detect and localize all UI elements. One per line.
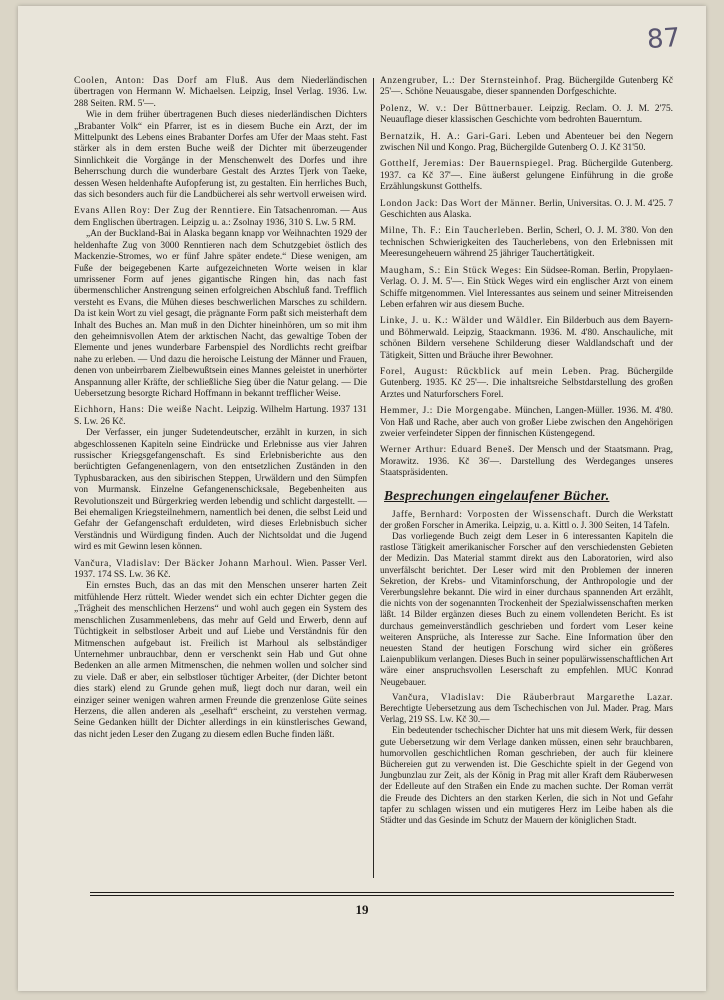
footer-rule-top	[90, 892, 674, 893]
page-number: 19	[355, 902, 369, 917]
entry-publication-info: Ein Tatsachenroman. — Aus dem Englischen übertragen. Leipzig u. a.: Zsolnay 1936, 310 S. Lw. 5 RM.	[74, 206, 367, 228]
entry-author-title: Werner Arthur: Eduard Beneš.	[380, 445, 516, 456]
book-entry	[380, 226, 673, 260]
right-column-entries	[380, 76, 673, 480]
entry-author-title: London Jack: Das Wort der Männer.	[380, 198, 537, 209]
entry-author-title: Linke, J. u. K.: Wälder und Wäldler.	[380, 316, 544, 327]
entry-heading-paragraph	[380, 76, 673, 99]
entry-heading-paragraph	[74, 559, 367, 582]
entry-publication-info: München, Langen-Müller. 1936. M. 4'80. Von Haß und Rache, aber auch von großer Liebe zwischen den Angehörigen zweier verfeindeter Sippen der finnischen Küstengegend.	[380, 406, 673, 439]
entry-publication-info: Leipzig. Wilhelm Hartung. 1937 131 S. Lw. 26 Kč.	[74, 405, 367, 427]
book-entry	[380, 159, 673, 193]
entry-body-paragraph: Das vorliegende Buch zeigt dem Leser in 6 interessanten Kapiteln die rastlose Tätigkeit amerikanischer Forscher auf den verschiedensten Gebieten der Medizin. Das Material stammt direkt aus den Laboratorien, wird also unverfälscht berichtet. Der Leser wird mit den Problemen der inneren Sekretion, der Krebs- und Vitaminforschung, der Anthropologie und der Vererbungslehre bekannt. Die wird in einer durchaus spannenden Art erzählt, die nichts von der sogenannten Trockenheit der Spezialwissenschaften merken läßt. 14 Bilder ergänzen dieses Buch zu einem vollendeten Bericht. Es ist durchaus gemeinverständlich geschrieben und fordert vom Leser keine weiteren Ansprüche, als Interesse zur Sache. Eine Information über den neuesten Stand der heutigen Forschung wird sicher ein größeres Laienpublikum verlangen. Dieses Buch in seiner populärwissenschaftlichen Art wäre einer anspruchsvollen Leserschaft zu empfehlen. MUC Konrad Neugebauer.	[380, 531, 673, 687]
book-entry	[380, 316, 673, 362]
entry-publication-info: Leben und Abenteuer bei den Negern zwischen Nil und Kongo. Prag, Büchergilde Gutenberg O. J. Kč 31'50.	[380, 131, 673, 154]
entry-author-title: Eichhorn, Hans: Die weiße Nacht.	[74, 405, 224, 416]
book-entry	[380, 199, 673, 222]
entry-heading-paragraph	[74, 206, 367, 229]
entry-publication-info: Prag. Büchergilde Gutenberg Kč 25'—. Schöne Neuausgabe, dieser spannenden Dorfgeschichte.	[380, 76, 673, 98]
entry-publication-info: Berlin, Universitas. O. J. M. 4'25. 7 Geschichten aus Alaska.	[380, 198, 673, 221]
entry-author-title: Polenz, W. v.: Der Büttnerbauer.	[380, 103, 534, 114]
book-entry	[74, 206, 367, 400]
entry-publication-info: Berlin, Scherl, O. J. M. 3'80. Von den technischen Schwierigkeiten des Taucherlebens, von den Erlebnissen mit Meeresungeheuern während 25 jähriger Tauchertätigkeit.	[380, 226, 673, 260]
entry-publication-info: Der Mensch und der Staatsmann. Prag, Morawitz. 1936. Kč 36'—. Darstellung des Werdeganges unseres Staatspräsidenten.	[380, 445, 673, 479]
column-divider	[373, 78, 374, 878]
entry-heading-paragraph	[74, 76, 367, 110]
handwritten-page-number: 87	[645, 22, 682, 56]
entry-author-title: Gotthelf, Jeremias: Der Bauernspiegel.	[380, 159, 554, 170]
entry-author-title: Forel, August: Rückblick auf mein Leben.	[380, 366, 592, 377]
entry-heading-paragraph	[380, 445, 673, 479]
entry-heading-paragraph	[380, 509, 673, 531]
entry-publication-info: Leipzig. Reclam. O. J. M. 2'75. Neuauflage dieser klassischen Geschichte vom bedrohten Bauerntum.	[380, 103, 673, 126]
footer-rule-bottom	[90, 895, 674, 896]
entry-publication-info: Wien. Passer Verl. 1937. 174 SS. Lw. 36 Kč.	[74, 558, 367, 581]
entry-heading-paragraph	[380, 367, 673, 401]
entry-author-title: Vančura, Vladislav: Die Räuberbraut Margarethe Lazar.	[392, 691, 673, 702]
entry-publication-info: Berechtigte Uebersetzung aus dem Tschechischen von Jul. Mader. Prag. Mars Verlag, 219 SS. Lw. Kč 30.—	[380, 703, 673, 725]
book-entry	[380, 445, 673, 479]
entry-heading-paragraph	[380, 199, 673, 222]
entry-body-paragraph: Ein bedeutender tschechischer Dichter hat uns mit diesem Werk, für dessen gute Uebersetzung wir dem Verlage danken müssen, einen sehr brauchbaren, humorvollen geschichtlichen Roman geschrieben, der auch für kleinere Büchereien gut zu verwenden ist. Die Geschichte spielt in der Gegend von Jungbunzlau zur Zeit, als der König in Prag mit aller Kraft dem Räuberwesen der Edelleute auf den Straßen ein Ende zu machen suchte. Der Roman verrät die Freude des Dichters an den starken Kerlen, die sich in Not und Gefahr tapfer zu schlagen wissen und ein mutigeres Herz im Leibe haben als die Städter und das Gesinde im Schutz der Mauern der königlichen Stadt.	[380, 725, 673, 826]
book-entry	[380, 132, 673, 155]
document-page	[18, 6, 706, 991]
entry-author-title: Jaffe, Bernhard: Vorposten der Wissenschaft.	[392, 508, 592, 519]
review-entry	[380, 509, 673, 688]
entry-body-paragraph: Der Verfasser, ein junger Sudetendeutscher, erzählt in kurzen, in sich abgeschlossenen Kapiteln seine Eindrücke und Erlebnisse aus vier Jahren russischer Kriegsgefangenschaft. Es sind Erlebnisberichte aus den berüchtigten Gefangenenlagern, von den entsetzlichen Zuständen in den Typhusbaracken, aus den sibirischen Steppen, Urwäldern und den Sümpfen von Murmansk. Einzelne Gefangenenschicksale, Begebenheiten aus Revolutionszeit und Bürgerkrieg werden lebendig und schlicht dargestellt. — Bei ehemaligen Kriegsteilnehmern, namentlich bei denen, die selbst Leid und Gefahr der Gefangenschaft erduldeten, wird dieses Erlebnisbuch sicher Verständnis und Würdigung finden. Auch der Nichtsoldat und die Jugend wird es mit Gewinn lesen können.	[74, 428, 367, 553]
entry-publication-info: Aus dem Niederländischen übertragen von Hermann W. Michaelsen. Leipzig, Insel Verlag. 1936. Lw. 288 Seiten. RM. 5'—.	[74, 76, 367, 109]
entry-author-title: Maugham, S.: Ein Stück Weges:	[380, 265, 522, 276]
book-entry	[74, 559, 367, 742]
entry-publication-info: Prag. Büchergilde Gutenberg. 1935. Kč 25'—. Die inhaltsreiche Selbstdarstellung des großen Arztes und Naturforschers Forel.	[380, 366, 673, 400]
book-entry	[74, 76, 367, 201]
book-entry	[380, 406, 673, 440]
entry-heading-paragraph	[74, 405, 367, 428]
two-column-body	[74, 76, 694, 882]
entry-publication-info: Ein Bilderbuch aus dem Bayern- und Böhmerwald. Leipzig, Staackmann. 1936. M. 4'80. Anschauliche, mit schönen Bildern versehene Schilderung dieser Waldlandschaft und der Tätigkeit, Sitten und Bräuche ihrer Bewohner.	[380, 316, 673, 361]
entry-publication-info: Durch die Werkstatt der großen Forscher in Amerika. Leipzig, u. a. Kittl o. J. 300 Seiten, 14 Tafeln.	[380, 508, 673, 530]
reviews-list	[380, 509, 673, 827]
book-entry	[74, 405, 367, 553]
entry-heading-paragraph	[380, 226, 673, 260]
entry-heading-paragraph	[380, 132, 673, 155]
section-title: Besprechungen eingelaufener Bücher.	[384, 487, 610, 503]
entry-publication-info: Prag. Büchergilde Gutenberg. 1937. ca Kč 37'—. Eine äußerst gelungene Einführung in die große Erzählungskunst Gotthelfs.	[380, 159, 673, 193]
left-column	[74, 76, 367, 882]
entry-heading-paragraph	[380, 316, 673, 362]
entry-author-title: Evans Allen Roy: Der Zug der Renntiere.	[74, 206, 256, 217]
right-column	[380, 76, 673, 882]
entry-heading-paragraph	[380, 692, 673, 726]
entry-publication-info: Ein Südsee-Roman. Berlin, Propylaen-Verlag. O. J. M. 5'—. Ein Stück Weges wird ein englischer Arzt von einem Schiffe mitgenommen. Viel Interessantes aus seinem und seiner Mitreisenden Leben erfahren wir aus diesem Buche.	[380, 265, 673, 310]
entry-author-title: Vančura, Vladislav: Der Bäcker Johann Marhoul.	[74, 558, 293, 569]
entry-author-title: Bernatzik, H. A.: Gari-Gari.	[380, 131, 512, 142]
book-entry	[380, 104, 673, 127]
entry-heading-paragraph	[380, 406, 673, 440]
entry-heading-paragraph	[380, 266, 673, 312]
book-entry	[380, 76, 673, 99]
entry-body-paragraph: „An der Buckland-Bai in Alaska begann knapp vor Weihnachten 1929 der heldenhafte Zug von 3000 Renntieren nach dem Schutzgebiet östlich des Mackenzie-Stromes, wo er fünf Jahre später endete.“ Diese wenigen, am Fuße der beigegebenen Karte aufgezeichneten Worte weisen in klar umrissener Form auf jenes gigantische Ringen hin, das nach fast übermenschlicher Anstrengung seinen erfolgreichen Abschluß fand. Trefflich versteht es Evans, die Mühen dieses beschwerlichen Marsches zu schildern. Da ist kein Wort zu viel gesagt, die prägnante Form paßt sich meisterhaft dem Inhalt des Buches an. Man muß in den Dichter hineinhören, um so mit ihm den geheimnisvollen Atem der arktischen Nacht, das gewaltige Toben der Elemente und jenes wunderbare Farbenspiel des Nordlichts recht greifbar nahe zu erleben. — Und dazu die heroische Leistung der Männer und Frauen, denen von unbeirrbarem Zielbewußtsein eines Mannes geleistet in unerhörter Anspannung aller Kräfte, der schließliche Sieg über die Natur gelang. — Die Uebersetzung besorgte Richard Hoffmann in bekannt trefflicher Weise.	[74, 229, 367, 399]
entry-body-paragraph: Ein ernstes Buch, das an das mit den Menschen unserer harten Zeit mitfühlende Herz rüttelt. Wieder wendet sich ein echter Dichter gegen die „Trägheit des menschlichen Herzens“ und wohl auch gegen ein System des menschlichen Zusammenlebens, das mehr auf Geld und Erwerb, denn auf Tüchtigkeit in selbstloser Arbeit und auf Liebe und Verständnis für den Mitmenschen aufgebaut ist. Freilich ist Marhoul als selbständiger Unternehmer unbrauchbar, denn er verschenkt sein Hab und Gut ohne Bedenken an alle armen Mitmenschen, die nehmen wollen und solcher sind zu viele. Daß er aber, ein selbstloser tüchtiger Arbeiter, (der Dichter betont dies stark) elend zu Grunde gehen muß, liegt doch nur daran, weil ein einziger seiner wenigen wahren armen Freunde die grenzenlose Güte seines Herzens, die allen anderen als „eselhaft“ erscheint, zu verstehen vermag. Seine Gedanken hüllt der Dichter allerdings in ein künstlerisches Gewand, das nicht jeden Leser den Zugang zu diesem edlen Buche finden läßt.	[74, 581, 367, 740]
entry-author-title: Coolen, Anton: Das Dorf am Fluß.	[74, 76, 249, 86]
entry-heading-paragraph	[380, 159, 673, 193]
entry-author-title: Anzengruber, L.: Der Sternsteinhof.	[380, 76, 542, 86]
book-entry	[380, 266, 673, 312]
entry-heading-paragraph	[380, 104, 673, 127]
entry-author-title: Milne, Th. F.: Ein Taucherleben.	[380, 226, 524, 237]
review-entry	[380, 692, 673, 826]
book-entry	[380, 367, 673, 401]
entry-author-title: Hemmer, J.: Die Morgengabe.	[380, 406, 512, 417]
entry-body-paragraph: Wie in dem früher übertragenen Buch dieses niederländischen Dichters „Brabanter Volk“ ein Pfarrer, ist es in diesem Buche ein Arzt, der im Mittelpunkt des Lebens eines Brabanter Dorfes am Ufer der Maas steht. Fast stärker als in dem ersten Buche weiß der Dichter mit überzeugender Sinnlichkeit die Vorgänge in der Menschenwelt des Dorfes und ihre Beherrschung durch die wunderbare Gestalt des Arztes Tjerk von Taeke, dessen Wesen heldenhafte Aufopferung ist, zu gestalten. Ein herrliches Buch, das sich besonders auch für die Landbücherei als sehr wertvoll erweisen wird.	[74, 110, 367, 201]
